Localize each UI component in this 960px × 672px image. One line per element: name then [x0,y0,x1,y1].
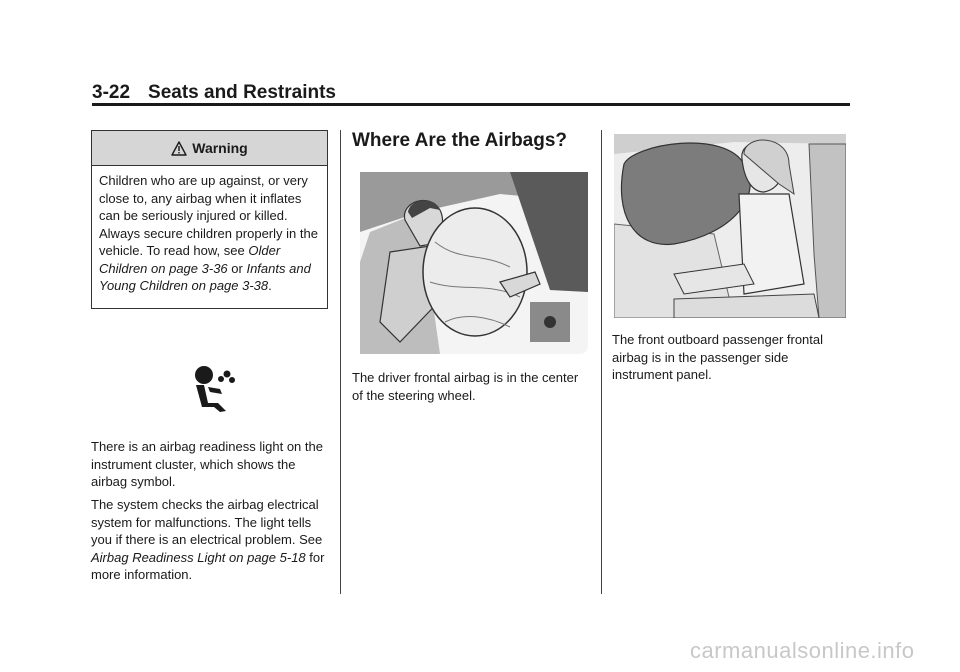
warning-box [91,130,328,309]
warning-title: Warning [192,140,248,156]
column-divider [601,130,602,594]
driver-airbag-illustration [360,172,588,354]
system-check-paragraph: The system checks the airbag electrical system for malfunctions. The light tells you if there is an electrical problem. See Airbag Readiness Light on page 5-18 for more information. [91,497,325,582]
column-divider [340,130,341,594]
page-header [92,82,336,104]
passenger-airbag-illustration [614,134,846,318]
warning-text: Children who are up against, or very close to, any airbag when it inflates can be seriously injured or killed. Always secure children properly in the vehicle. To read how, see Older Children on page 3-36 or Infants and Young Children on page 3-38. [99,173,318,293]
driver-airbag-paragraph: The driver frontal airbag is in the center of the steering wheel. [352,370,579,403]
section-heading: Where Are the Airbags? [352,130,568,151]
link-airbag-readiness-light[interactable]: Airbag Readiness Light on page 5-18 [91,549,306,565]
passenger-airbag-paragraph: The front outboard passenger frontal airbag is in the passenger side instrument panel. [612,332,824,382]
watermark: carmanualsonline.info [690,638,915,663]
readiness-light-paragraph: There is an airbag readiness light on the instrument cluster, which shows the airbag symbol. [91,439,323,489]
header-rule [92,103,850,106]
warning-triangle-icon [171,141,187,156]
airbag-readiness-symbol-icon [190,363,240,413]
warning-link-infants[interactable]: Infants and Young Children on page 3-38 [99,260,311,293]
warning-link-older-children[interactable]: Older Children on page 3-36 [99,243,281,276]
section-title: Seats and Restraints [148,82,336,103]
page-number: 3-22 [92,82,131,103]
warning-header [92,131,327,166]
